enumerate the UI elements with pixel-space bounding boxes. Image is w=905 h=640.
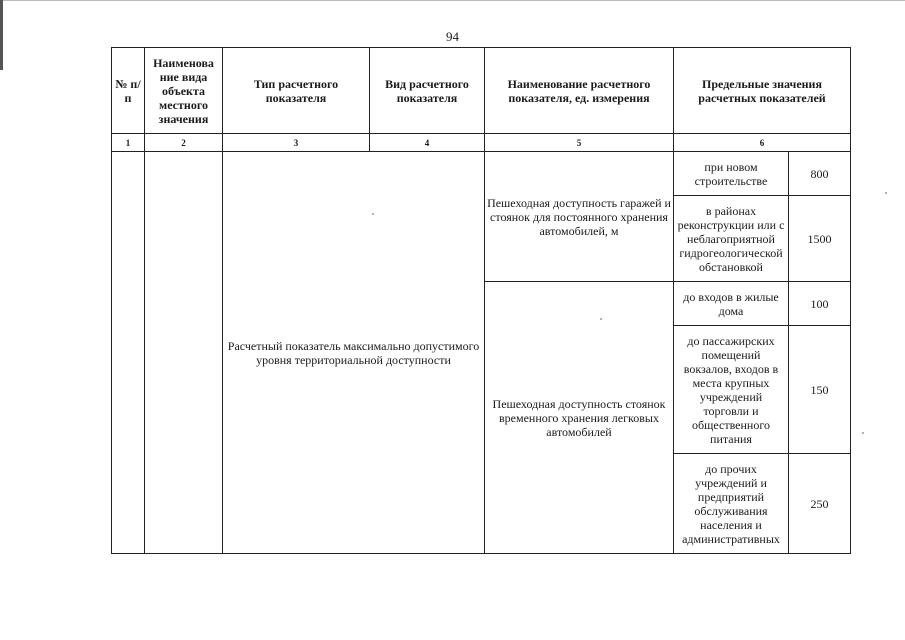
header-indicator-type: Тип расчетного показателя bbox=[223, 48, 370, 134]
header-object-kind-line: местного bbox=[159, 97, 208, 112]
header-indicator-kind: Вид расчетного показателя bbox=[370, 48, 485, 134]
indicators-table bbox=[111, 47, 851, 554]
condition-cell: до входов в жилые дома bbox=[674, 282, 789, 326]
number-cell bbox=[112, 152, 145, 554]
scan-top-edge bbox=[0, 0, 905, 1]
value-cell: 1500 bbox=[789, 196, 851, 282]
value-cell: 800 bbox=[789, 152, 851, 196]
header-row bbox=[112, 48, 851, 134]
condition-cell: до прочих учреждений и предприятий обслуживания населения и административных bbox=[674, 454, 789, 554]
header-number: № п/п bbox=[112, 48, 145, 134]
condition-cell: до пассажирских помещений вокзалов, входов в места крупных учреждений торговли и общественного питания bbox=[674, 326, 789, 454]
header-object-kind-line: ние вида bbox=[159, 69, 208, 84]
indicator-type-cell: Расчетный показатель максимально допустимого уровня территориальной доступности bbox=[223, 152, 485, 554]
scan-speck bbox=[862, 432, 864, 434]
header-object-kind bbox=[145, 48, 223, 134]
table-row bbox=[112, 152, 851, 196]
scan-speck bbox=[600, 318, 602, 320]
header-limit-values: Предельные значения расчетных показателей bbox=[674, 48, 851, 134]
object-kind-cell bbox=[145, 152, 223, 554]
condition-cell: в районах реконструкции или с неблагоприятной гидрогеологической обстановкой bbox=[674, 196, 789, 282]
header-indicator-name: Наименование расчетного показателя, ед. измерения bbox=[485, 48, 674, 134]
value-cell: 150 bbox=[789, 326, 851, 454]
column-number: 3 bbox=[223, 134, 370, 152]
column-number: 2 bbox=[145, 134, 223, 152]
header-object-kind-line: значения bbox=[158, 111, 209, 126]
indicator-name-cell: Пешеходная доступность стоянок временного хранения легковых автомобилей bbox=[485, 282, 674, 554]
value-cell: 250 bbox=[789, 454, 851, 554]
header-object-kind-line: Наименова bbox=[153, 55, 214, 70]
page-number: 94 bbox=[446, 29, 459, 44]
column-number: 5 bbox=[485, 134, 674, 152]
column-number: 4 bbox=[370, 134, 485, 152]
scan-speck bbox=[885, 192, 887, 194]
value-cell: 100 bbox=[789, 282, 851, 326]
scan-speck bbox=[372, 213, 374, 215]
condition-cell: при новом строительстве bbox=[674, 152, 789, 196]
column-number: 6 bbox=[674, 134, 851, 152]
header-object-kind-line: объекта bbox=[162, 83, 205, 98]
column-number: 1 bbox=[112, 134, 145, 152]
indicator-name-cell: Пешеходная доступность гаражей и стоянок для постоянного хранения автомобилей, м bbox=[485, 152, 674, 282]
column-number-row bbox=[112, 134, 851, 152]
